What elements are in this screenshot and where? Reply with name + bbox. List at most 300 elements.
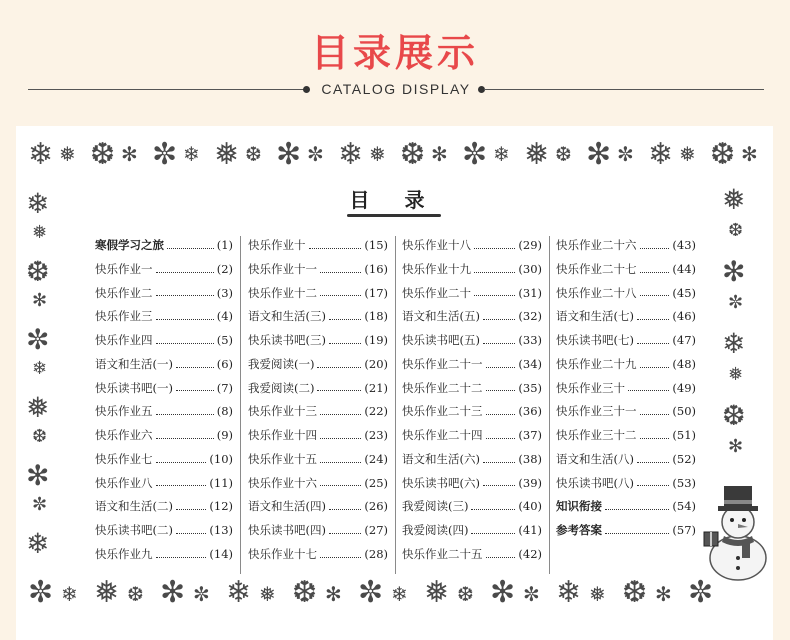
book-underline: [347, 214, 441, 217]
snowflake-icon: ✼: [523, 582, 540, 606]
snowflake-icon: ✻: [586, 137, 612, 172]
snowflake-icon: ❅: [32, 222, 48, 243]
snowflake-icon: ✻: [722, 255, 746, 288]
toc-entry: [402, 400, 542, 424]
toc-entry: [95, 424, 233, 448]
snowflake-icon: ✼: [307, 142, 324, 166]
toc-entry-page: (53): [672, 475, 696, 490]
toc-entry-page: (47): [672, 333, 696, 347]
toc-heading: [347, 184, 441, 218]
dot-leader: [176, 366, 214, 368]
toc-entry-title: 快乐作业一: [95, 261, 153, 276]
dot-leader: [329, 318, 361, 320]
snowflake-icon: ❄: [26, 527, 50, 560]
toc-entry-page: (45): [672, 285, 696, 300]
snowflake-icon: ❅: [59, 142, 76, 166]
toc-entry-page: (38): [518, 451, 542, 466]
toc-entry: [248, 424, 388, 448]
toc-entry-title: 快乐作业二十五: [402, 546, 483, 561]
toc-entry-title: 快乐作业四: [95, 333, 153, 347]
toc-entry: [556, 400, 696, 424]
toc-entry: [402, 282, 542, 306]
toc-entry: [248, 234, 388, 258]
dot-leader: [486, 413, 516, 415]
dot-leader: [156, 413, 214, 415]
snowflake-icon: ❅: [589, 582, 606, 606]
snowflake-icon: ✼: [26, 323, 50, 356]
snowflake-icon: ❄: [722, 327, 746, 360]
toc-entry: [95, 282, 233, 306]
dot-leader: [309, 247, 362, 249]
toc-entry-page: (51): [672, 428, 696, 442]
toc-entry-page: (26): [364, 499, 388, 514]
toc-entry-title: 快乐作业七: [95, 451, 153, 466]
snowflake-icon: ❅: [424, 575, 450, 610]
dot-leader: [156, 318, 214, 320]
toc-entry-page: (20): [364, 356, 388, 371]
toc-entry-page: (16): [364, 261, 388, 276]
dot-leader: [637, 318, 669, 320]
toc-entry-page: (17): [364, 285, 388, 300]
column-divider: [549, 236, 550, 574]
snowflake-icon: ✼: [152, 137, 178, 172]
toc-entry-title: 快乐作业二十三: [402, 404, 483, 419]
toc-entry: [402, 234, 542, 258]
toc-entry-page: (34): [518, 356, 542, 371]
toc-entry-title: 快乐作业十六: [248, 475, 317, 490]
dot-leader: [483, 318, 515, 320]
toc-entry-page: (44): [672, 261, 696, 276]
toc-entry-title: 快乐作业二十八: [556, 285, 637, 300]
toc-entry: [556, 519, 696, 543]
toc-entry-page: (5): [216, 333, 233, 347]
snowflake-icon: ❄: [61, 582, 78, 606]
snowflake-icon: ❄: [32, 358, 48, 379]
toc-entry: [248, 258, 388, 282]
toc-entry: [95, 519, 233, 543]
snowflake-icon: ❆: [26, 255, 50, 288]
toc-entry: [95, 400, 233, 424]
snowflake-icon: ❅: [214, 137, 240, 172]
toc-entry-title: 我爱阅读(二): [248, 380, 315, 395]
dot-leader: [605, 508, 669, 510]
toc-entry-title: 快乐作业十八: [402, 238, 471, 252]
toc-entry-title: 快乐作业十七: [248, 546, 317, 561]
toc-entry-page: (30): [518, 261, 542, 276]
toc-entry-title: 快乐读书吧(三): [248, 333, 326, 347]
toc-entry-page: (4): [216, 309, 233, 324]
toc-entry: [248, 353, 388, 377]
toc-entry: [556, 495, 696, 519]
toc-entry-page: (39): [518, 475, 542, 490]
toc-entry: [95, 329, 233, 353]
toc-entry-title: 快乐作业十: [248, 238, 306, 252]
toc-entry-title: 语文和生活(七): [556, 309, 634, 324]
snowflake-icon: ❆: [555, 142, 572, 166]
dot-leader: [474, 271, 515, 273]
toc-entry-title: 语文和生活(六): [402, 451, 480, 466]
toc-entry-title: 快乐作业三: [95, 309, 153, 324]
dot-leader: [317, 366, 361, 368]
dot-leader: [640, 366, 670, 368]
dot-leader: [486, 389, 516, 391]
dot-leader: [471, 532, 515, 534]
toc-entry-page: (27): [364, 523, 388, 537]
toc-entry-title: 快乐作业十四: [248, 428, 317, 442]
toc-entry-page: (24): [364, 451, 388, 466]
divider-line: [28, 89, 306, 90]
toc-entry: [248, 495, 388, 519]
dot-leader: [156, 556, 207, 558]
toc-column: [402, 234, 542, 567]
toc-entry-page: (6): [216, 356, 233, 371]
dot-leader: [156, 271, 214, 273]
toc-entry: [95, 258, 233, 282]
dot-leader: [640, 437, 670, 439]
toc-entry-page: (7): [216, 380, 233, 395]
toc-entry: [248, 472, 388, 496]
toc-entry-title: 语文和生活(八): [556, 451, 634, 466]
snowflake-icon: ✼: [358, 575, 384, 610]
toc-entry-title: 快乐作业二十一: [402, 356, 483, 371]
snowflake-icon: ❆: [292, 575, 318, 610]
snowflake-icon: ❄: [26, 187, 50, 220]
toc-entry-title: 语文和生活(三): [248, 309, 326, 324]
toc-entry: [556, 353, 696, 377]
toc-entry: [402, 424, 542, 448]
dot-leader: [640, 294, 670, 296]
snowflake-icon: ❄: [556, 575, 582, 610]
snowflake-icon: ✼: [462, 137, 488, 172]
toc-entry: [248, 282, 388, 306]
divider-dot: [303, 86, 310, 93]
snowflake-icon: ✻: [160, 575, 186, 610]
toc-entry-page: (8): [216, 404, 233, 419]
snowflake-icon: ✻: [276, 137, 302, 172]
snowflake-icon: ✼: [32, 494, 48, 515]
toc-entry: [556, 472, 696, 496]
toc-entry-title: 语文和生活(一): [95, 356, 173, 371]
page-title: 目录展示: [310, 31, 479, 75]
snowflake-icon: ❄: [183, 142, 200, 166]
snowflake-icon: ❆: [728, 220, 744, 241]
toc-entry-page: (10): [209, 451, 233, 466]
toc-entry-title: 参考答案: [556, 523, 602, 537]
toc-entry-title: 快乐作业十三: [248, 404, 317, 419]
toc-entry-page: (32): [518, 309, 542, 324]
toc-entry: [248, 519, 388, 543]
toc-entry-page: (22): [364, 404, 388, 419]
toc-entry-title: 快乐读书吧(二): [95, 523, 173, 537]
dot-leader: [320, 556, 361, 558]
snowflake-icon: ❅: [259, 582, 276, 606]
dot-leader: [486, 366, 516, 368]
toc-entry-title: 快乐作业二十九: [556, 356, 637, 371]
snowman-icon: [702, 478, 768, 582]
dot-leader: [156, 484, 207, 486]
toc-entry-title: 快乐作业八: [95, 475, 153, 490]
dot-leader: [637, 461, 669, 463]
snowflake-icon: ✼: [688, 575, 714, 610]
dot-leader: [156, 461, 207, 463]
toc-entry: [402, 472, 542, 496]
dot-leader: [176, 508, 206, 510]
snowflake-icon: ❅: [524, 137, 550, 172]
dot-leader: [474, 294, 515, 296]
dot-leader: [320, 461, 361, 463]
snowflake-icon: ❆: [90, 137, 116, 172]
toc-entry: [402, 519, 542, 543]
divider-line: [484, 89, 764, 90]
toc-entry-title: 快乐作业二十: [402, 285, 471, 300]
toc-entry: [556, 305, 696, 329]
toc-entry: [248, 400, 388, 424]
toc-entry: [402, 495, 542, 519]
toc-entry-page: (54): [672, 499, 696, 514]
toc-entry: [95, 234, 233, 258]
toc-entry-page: (21): [364, 380, 388, 395]
toc-entry-title: 快乐读书吧(四): [248, 523, 326, 537]
snowflake-icon: ❅: [679, 142, 696, 166]
column-divider: [240, 236, 241, 574]
toc-entry-title: 我爱阅读(一): [248, 356, 315, 371]
dot-leader: [320, 294, 361, 296]
snowflake-icon: ❆: [710, 137, 736, 172]
page-subtitle: CATALOG DISPLAY: [321, 81, 471, 97]
toc-entry: [402, 305, 542, 329]
toc-entry-title: 快乐读书吧(一): [95, 380, 173, 395]
dot-leader: [320, 484, 361, 486]
dot-leader: [320, 437, 361, 439]
snowflake-icon: ❆: [400, 137, 426, 172]
dot-leader: [483, 342, 515, 344]
toc-entry-page: (28): [364, 546, 388, 561]
toc-entry-title: 快乐作业二: [95, 285, 153, 300]
toc-entry-title: 快乐作业六: [95, 428, 153, 442]
toc-entry: [248, 543, 388, 567]
toc-entry: [556, 448, 696, 472]
toc-column: [95, 234, 233, 567]
toc-entry: [95, 495, 233, 519]
toc-entry-title: 知识衔接: [556, 499, 602, 514]
toc-entry-page: (33): [518, 333, 542, 347]
dot-leader: [640, 247, 670, 249]
toc-entry-page: (35): [518, 380, 542, 395]
toc-entry: [402, 329, 542, 353]
toc-entry-page: (57): [672, 523, 696, 537]
column-divider: [395, 236, 396, 574]
toc-entry-page: (42): [518, 546, 542, 561]
toc-entry-page: (12): [209, 499, 233, 514]
snowflake-icon: ✻: [325, 582, 342, 606]
subtitle-row: [0, 78, 790, 102]
toc-entry-page: (46): [672, 309, 696, 324]
toc-entry-title: 语文和生活(二): [95, 499, 173, 514]
toc-entry-page: (31): [518, 285, 542, 300]
toc-entry-title: 快乐作业九: [95, 546, 153, 561]
toc-entry-title: 快乐作业三十一: [556, 404, 637, 419]
toc-entry: [556, 377, 696, 401]
snowflake-icon: ❅: [728, 364, 744, 385]
snowflake-icon: ❅: [26, 391, 50, 424]
dot-leader: [640, 271, 670, 273]
dot-leader: [320, 413, 361, 415]
toc-entry-page: (49): [672, 380, 696, 395]
toc-entry-title: 快乐作业三十二: [556, 428, 637, 442]
snowflake-icon: ❄: [391, 582, 408, 606]
snowflake-icon: ❄: [226, 575, 252, 610]
dot-leader: [605, 532, 669, 534]
toc-entry-title: 快乐读书吧(六): [402, 475, 480, 490]
toc-entry-title: 语文和生活(五): [402, 309, 480, 324]
dot-leader: [156, 342, 214, 344]
snowflake-icon: ✻: [32, 290, 48, 311]
snowflake-icon: ✼: [28, 575, 54, 610]
toc-entry: [556, 234, 696, 258]
dot-leader: [317, 389, 361, 391]
toc-column: [248, 234, 388, 567]
toc-entry: [402, 448, 542, 472]
dot-leader: [640, 413, 670, 415]
toc-entry-page: (3): [216, 285, 233, 300]
dot-leader: [486, 437, 516, 439]
snowflake-icon: ❄: [493, 142, 510, 166]
toc-entry-title: 语文和生活(四): [248, 499, 326, 514]
toc-entry-page: (15): [364, 238, 388, 252]
dot-leader: [486, 556, 516, 558]
toc-entry: [402, 377, 542, 401]
dot-leader: [329, 508, 361, 510]
toc-entry-page: (40): [518, 499, 542, 514]
dot-leader: [628, 389, 669, 391]
dot-leader: [637, 342, 669, 344]
snowflake-icon: ✻: [741, 142, 758, 166]
toc-entry: [95, 472, 233, 496]
dot-leader: [483, 484, 515, 486]
toc-entry-title: 快乐作业十九: [402, 261, 471, 276]
toc-entry-page: (18): [364, 309, 388, 324]
toc-column: [556, 234, 696, 543]
snowflake-icon: ❆: [245, 142, 262, 166]
toc-entry-title: 我爱阅读(三): [402, 499, 469, 514]
dot-leader: [329, 342, 361, 344]
dot-leader: [176, 532, 206, 534]
toc-entry-page: (23): [364, 428, 388, 442]
toc-entry-title: 快乐作业十五: [248, 451, 317, 466]
toc-entry-title: 快乐作业五: [95, 404, 153, 419]
snowflake-icon: ✻: [490, 575, 516, 610]
toc-entry-title: 快乐作业二十四: [402, 428, 483, 442]
toc-entry-title: 快乐作业二十二: [402, 380, 483, 395]
toc-entry-title: 我爱阅读(四): [402, 523, 469, 537]
toc-entry-page: (43): [672, 238, 696, 252]
toc-entry-title: 寒假学习之旅: [95, 238, 164, 252]
toc-entry-page: (1): [216, 238, 233, 252]
snowflake-icon: ✼: [728, 292, 744, 313]
toc-entry: [95, 543, 233, 567]
toc-entry-title: 快乐读书吧(八): [556, 475, 634, 490]
toc-entry-page: (50): [672, 404, 696, 419]
dot-leader: [329, 532, 361, 534]
toc-entry: [556, 258, 696, 282]
snowflake-icon: ❅: [94, 575, 120, 610]
toc-entry-title: 快乐读书吧(七): [556, 333, 634, 347]
toc-entry: [95, 305, 233, 329]
toc-entry: [95, 353, 233, 377]
toc-entry-title: 快乐作业三十: [556, 380, 625, 395]
toc-entry-page: (25): [364, 475, 388, 490]
toc-entry-title: 快乐作业二十七: [556, 261, 637, 276]
toc-entry: [95, 448, 233, 472]
toc-entry: [556, 424, 696, 448]
toc-entry: [95, 377, 233, 401]
dot-leader: [320, 271, 361, 273]
snowflake-icon: ❅: [369, 142, 386, 166]
toc-entry: [248, 305, 388, 329]
toc-entry: [248, 377, 388, 401]
snowflake-icon: ❆: [622, 575, 648, 610]
toc-entry: [402, 258, 542, 282]
dot-leader: [483, 461, 515, 463]
snowflake-icon: ✻: [728, 436, 744, 457]
snowflake-icon: ❄: [338, 137, 364, 172]
dot-leader: [167, 247, 214, 249]
toc-entry: [556, 329, 696, 353]
snowflake-icon: ✻: [121, 142, 138, 166]
snowflake-icon: ✻: [431, 142, 448, 166]
toc-entry-title: 快乐作业十一: [248, 261, 317, 276]
toc-entry-page: (52): [672, 451, 696, 466]
dot-leader: [156, 437, 214, 439]
snowflake-icon: ✼: [617, 142, 634, 166]
toc-entry-page: (14): [209, 546, 233, 561]
toc-entry-page: (9): [216, 428, 233, 442]
toc-entry-title: 快乐读书吧(五): [402, 333, 480, 347]
toc-entry: [556, 282, 696, 306]
toc-entry-page: (36): [518, 404, 542, 419]
snowflake-icon: ❅: [722, 183, 746, 216]
toc-entry-page: (19): [364, 333, 388, 347]
snowflake-icon: ❆: [127, 582, 144, 606]
dot-leader: [176, 389, 214, 391]
toc-heading-text: 目 录: [349, 188, 439, 212]
toc-entry-page: (48): [672, 356, 696, 371]
snowflake-icon: ✻: [655, 582, 672, 606]
toc-entry-page: (37): [518, 428, 542, 442]
toc-entry: [248, 329, 388, 353]
toc-entry: [402, 353, 542, 377]
snowflake-icon: ❆: [32, 426, 48, 447]
toc-entry-title: 快乐作业十二: [248, 285, 317, 300]
dot-leader: [637, 484, 669, 486]
toc-entry-page: (41): [518, 523, 542, 537]
toc-entry-page: (13): [209, 523, 233, 537]
dot-leader: [474, 247, 515, 249]
snowflake-icon: ❆: [457, 582, 474, 606]
toc-entry-page: (29): [518, 238, 542, 252]
toc-entry-page: (2): [216, 261, 233, 276]
toc-entry-title: 快乐作业二十六: [556, 238, 637, 252]
snowflake-icon: ❆: [722, 399, 746, 432]
dot-leader: [156, 294, 214, 296]
toc-entry: [402, 543, 542, 567]
snowflake-icon: ✼: [193, 582, 210, 606]
snowflake-icon: ❄: [28, 137, 54, 172]
toc-entry: [248, 448, 388, 472]
dot-leader: [471, 508, 515, 510]
snowflake-icon: ✻: [26, 459, 50, 492]
toc-entry-page: (11): [209, 475, 233, 490]
